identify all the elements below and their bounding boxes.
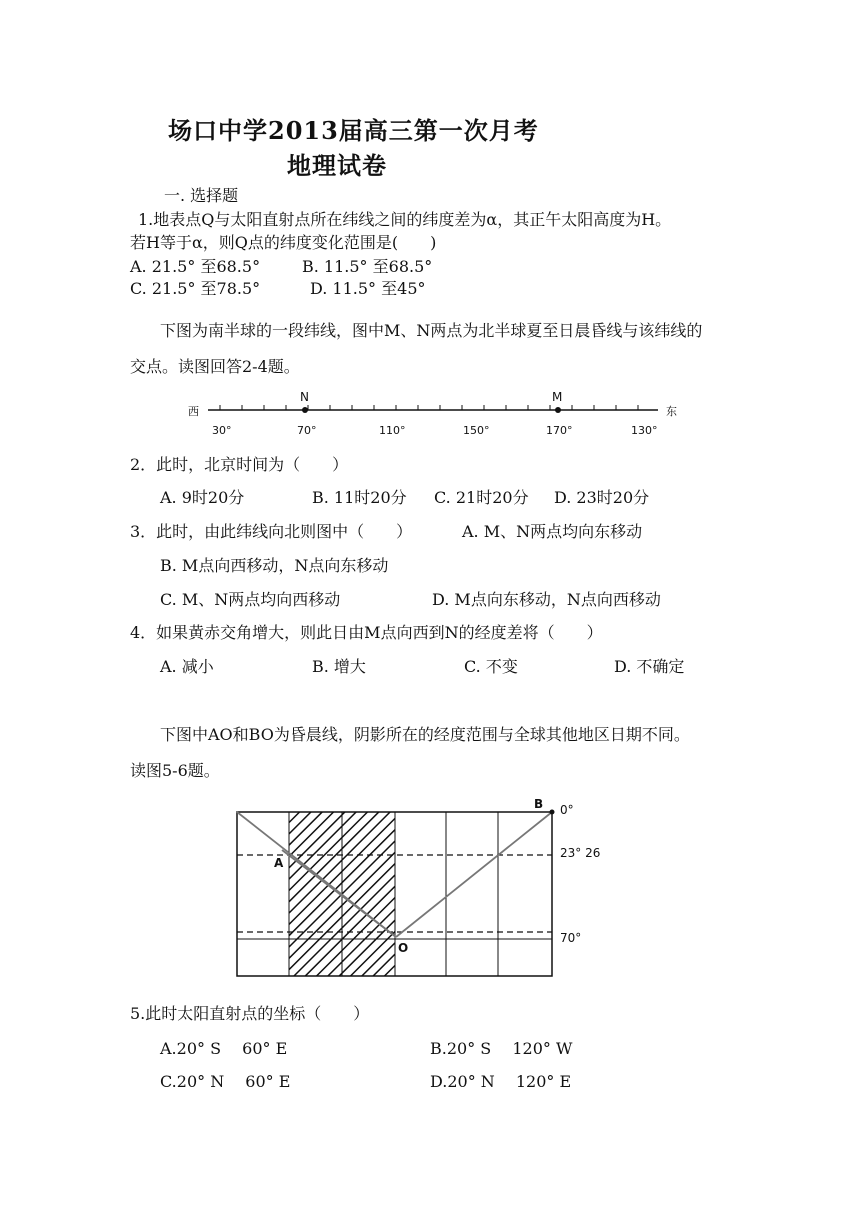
q3-option-a: A. M、N两点均向东移动 [462, 522, 643, 541]
tick-label-170: 170° [546, 424, 573, 437]
q5-option-b: B.20° S 120° W [430, 1039, 573, 1058]
q1-option-d: D. 11.5° 至45° [310, 279, 426, 298]
q5-option-d: D.20° N 120° E [430, 1072, 572, 1091]
terminator-line-bo [396, 812, 552, 937]
latitude-line-figure [180, 388, 680, 444]
q3-option-c: C. M、N两点均向西移动 [160, 590, 341, 609]
point-m-marker [555, 407, 561, 413]
q2-option-c: C. 21时20分 [434, 488, 529, 507]
q5-option-a: A.20° S 60° E [160, 1039, 288, 1058]
q4-stem: 4．如果黄赤交角增大，则此日由M点向西到N的经度差将（ ） [130, 623, 603, 642]
q1-line2: 若H等于α，则Q点的纬度变化范围是( ) [130, 233, 437, 252]
point-n-label: N [300, 390, 309, 404]
intro-5-6-line2: 读图5-6题。 [130, 761, 220, 780]
tick-label-110: 110° [379, 424, 406, 437]
q3-option-d: D. M点向东移动，N点向西移动 [432, 590, 661, 609]
point-a-label: A [274, 856, 284, 870]
tick-label-70: 70° [297, 424, 317, 437]
q2-option-b: B. 11时20分 [312, 488, 407, 507]
point-b-marker [550, 810, 555, 815]
point-b-label: B [534, 797, 544, 811]
intro-5-6-line1: 下图中AO和BO为昏晨线，阴影所在的经度范围与全球其他地区日期不同。 [160, 725, 690, 744]
q4-option-a: A. 减小 [160, 657, 214, 676]
tick-label-150: 150° [463, 424, 490, 437]
q5-option-c: C.20° N 60° E [160, 1072, 291, 1091]
tick-label-30: 30° [212, 424, 232, 437]
q2-option-d: D. 23时20分 [554, 488, 650, 507]
q1-option-a: A. 21.5° 至68.5° [130, 257, 261, 276]
q4-option-b: B. 增大 [312, 657, 366, 676]
point-n-marker [302, 407, 308, 413]
q2-option-a: A. 9时20分 [160, 488, 245, 507]
latitude-70-label: 70° [560, 931, 582, 945]
latitude-0-label: 0° [560, 803, 574, 817]
point-m-label: M [552, 390, 563, 404]
point-o-label: O [398, 941, 409, 955]
q3-option-b: B. M点向西移动，N点向东移动 [160, 556, 389, 575]
q1-option-b: B. 11.5° 至68.5° [302, 257, 433, 276]
east-label: 东 [666, 405, 677, 418]
q1-option-c: C. 21.5° 至78.5° [130, 279, 261, 298]
q2-stem: 2．此时，北京时间为（ ） [130, 455, 349, 474]
q4-option-d: D. 不确定 [614, 657, 685, 676]
q4-option-c: C. 不变 [464, 657, 518, 676]
intro-2-4-line1: 下图为南半球的一段纬线，图中M、N两点为北半球夏至日晨昏线与该纬线的 [160, 321, 703, 340]
page-title: 场口中学2013届高三第一次月考 [168, 116, 539, 145]
latitude-23-label: 23° 26 [560, 846, 601, 860]
q5-stem: 5.此时太阳直射点的坐标（ ） [130, 1004, 370, 1023]
q1-line1: 1.地表点Q与太阳直射点所在纬线之间的纬度差为α，其正午太阳高度为H。 [138, 210, 672, 229]
terminator-grid-figure [230, 790, 620, 990]
q3-stem: 3．此时，由此纬线向北则图中（ ） [130, 522, 413, 541]
tick-label-130: 130° [631, 424, 658, 437]
page-subtitle: 地理试卷 [287, 151, 387, 180]
west-label: 西 [188, 405, 199, 418]
section-label: 一. 选择题 [164, 186, 239, 205]
intro-2-4-line2: 交点。读图回答2-4题。 [130, 357, 300, 376]
